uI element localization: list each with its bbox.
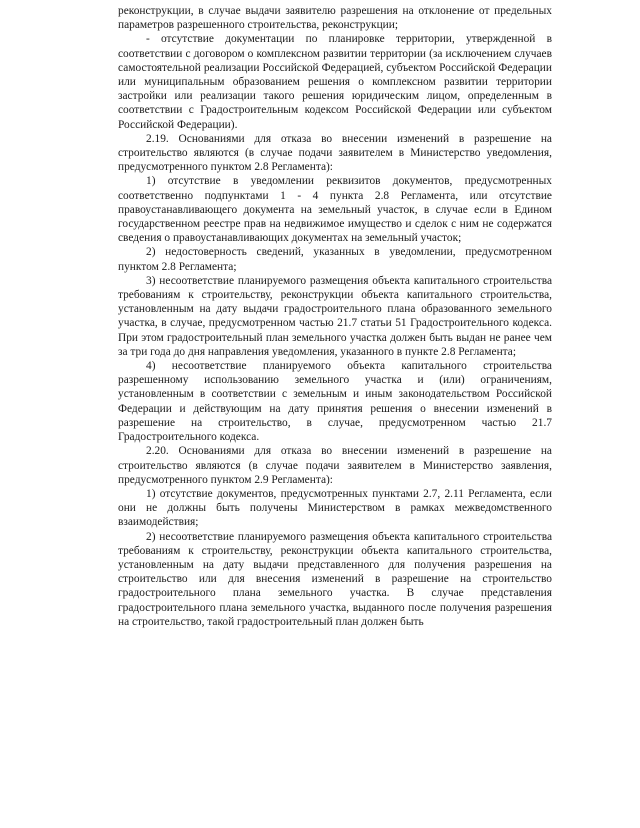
paragraph-2-20-item-2: 2) несоответствие планируемого размещения объекта капитального строительства требованиям к строительству, реконструкции объекта капитального строительства, установленным на дату выдачи представленного для получения разрешения на строительство или для внесения изменений в разрешение на строительство градостроительного плана земельного участка. В случае представления градостроительного плана земельного участка, выданного после получения разрешения на строительство, такой градостроительный план должен быть (118, 530, 552, 628)
paragraph-2-19-heading: 2.19. Основаниями для отказа во внесении изменений в разрешение на строительство являются (в случае подачи заявителем в Министерство уведомления, предусмотренного пунктом 2.8 Регламента): (118, 132, 552, 174)
paragraph-2-20-item-1: 1) отсутствие документов, предусмотренных пунктами 2.7, 2.11 Регламента, если они не должны быть получены Министерством в рамках межведомственного взаимодействия; (118, 487, 552, 529)
paragraph-reconstruction-clause: реконструкции, в случае выдачи заявителю разрешения на отклонение от предельных параметров разрешенного строительства, реконструкции; (118, 5, 552, 32)
paragraph-2-19-item-1: 1) отсутствие в уведомлении реквизитов документов, предусмотренных соответственно подпунктами 1 - 4 пункта 2.8 Регламента, или отсутствие правоустанавливающего документа на земельный участок, в случае если в Едином государственном реестре прав на недвижимое имущество и сделок с ним не содержатся сведения о правоустанавливающих документах на земельный участок; (118, 175, 552, 245)
paragraph-2-19-item-4: 4) несоответствие планируемого объекта капитального строительства разрешенному использованию земельного участка и (или) ограничениям, установленным в соответствии с земельным и иным законодательством Российской Федерации и действующим на дату принятия решения о внесении изменений в разрешение на строительство, в случае, предусмотренном частью 21.7 Градостроительного кодекса. (118, 360, 552, 444)
paragraph-no-planning-documentation: - отсутствие документации по планировке территории, утвержденной в соответствии с договором о комплексном развитии территории (за исключением случаев самостоятельной реализации Российской Федерацией, субъектом Российской Федерации или муниципальным образованием решения о комплексном развитии территории застройки или реализации такого решения юридическим лицом, определенным в соответствии с Градостроительным кодексом Российской Федерации или субъектом Российской Федерации). (118, 33, 552, 131)
paragraph-2-20-heading: 2.20. Основаниями для отказа во внесении изменений в разрешение на строительство являются (в случае подачи заявителем в Министерство заявления, предусмотренного пунктом 2.9 Регламента): (118, 445, 552, 486)
paragraph-2-19-item-3: 3) несоответствие планируемого размещения объекта капитального строительства требованиям к строительству, реконструкции объекта капитального строительства, установленным на дату выдачи градостроительного плана образованного земельного участка, в случае, предусмотренном частью 21.7 статьи 51 Градостроительного кодекса. При этом градостроительный план земельного участка должен быть выдан не ранее чем за три года до дня направления уведомления, указанного в пункте 2.8 Регламента; (118, 274, 552, 358)
paragraph-2-19-item-2: 2) недостоверность сведений, указанных в уведомлении, предусмотренном пунктом 2.8 Регламента; (118, 246, 552, 273)
